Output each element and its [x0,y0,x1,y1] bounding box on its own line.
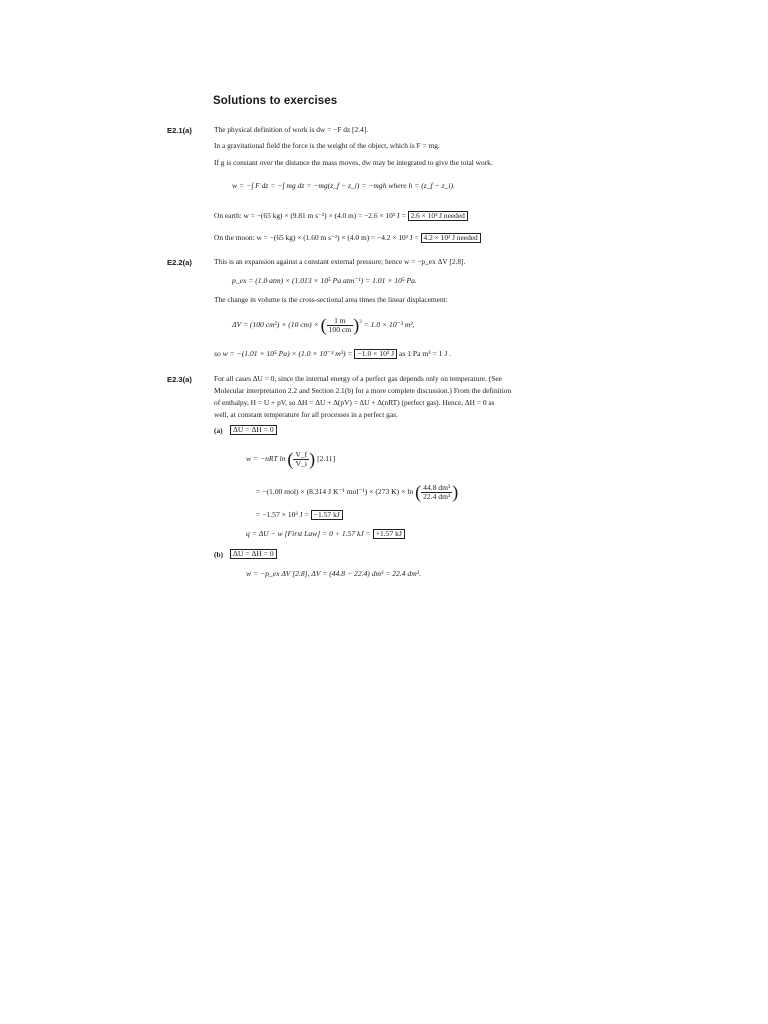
e22-line-1: This is an expansion against a constant external pressure; hence w = −p_ex ΔV [2.8]. [214,257,466,266]
e23-calc-den: 22.4 dm³ [423,491,451,501]
open-paren-glyph: ( [415,482,422,502]
e22-so-text: so w = −(1.01 × 10⁵ Pa) × (1.0 × 10⁻³ m³) = [214,349,353,358]
e23-q-text: q = ΔU − w [First Law] = 0 + 1.57 kJ = [246,529,371,538]
e23-para-1: For all cases ΔU = 0, since the internal energy of a perfect gas depends only on temperature. (See [214,374,502,383]
e23-w-num: V_f [295,449,308,459]
page-title: Solutions to exercises [213,95,338,107]
e21-line-1: The physical definition of work is dw = −F dz [2.4]. [214,125,369,134]
e23-result-box: −1.57 kJ [311,510,343,520]
e23-part-a-label: (a) [214,426,223,435]
e21-line-2: In a gravitational field the force is the weight of the object, which is F = mg. [214,141,440,150]
e23-part-b-label: (b) [214,550,224,559]
e22-answer-box: −1.0 × 10² J [354,349,397,359]
e22-dv-right: = 1.0 × 10⁻³ m³, [363,319,415,329]
e23-part-a-answer [230,425,277,435]
e22-so-tail: as 1 Pa m³ = 1 J . [398,349,452,358]
e23-part-b-answer [230,549,277,559]
e21-earth-text: On earth: w = −(65 kg) × (9.81 m s⁻²) × (4.0 m) = −2.6 × 10³ J = [214,211,406,220]
open-paren-glyph: ( [320,315,327,335]
e21-work-formula: w = −∫ F dz = −∫ mg dz = −mg(z_f − z_i) = −mgh where h = (z_f − z_i). [232,181,455,190]
e23-q-box: +1.57 kJ [373,529,405,539]
e23-calc-left: = −(1.00 mol) × (8.314 J K⁻¹ mol⁻¹) × (273 K) × ln [256,486,414,496]
e23-a-box: ΔU = ΔH = 0 [230,425,277,435]
e23-volume-fraction [293,451,309,467]
close-paren-glyph: ) [452,482,459,502]
close-paren-glyph: ) [309,449,316,469]
e22-volume-eq: ΔV = (100 cm²) × (10 cm) × ( $\frac{1 m}{100 cm}$ )$^3$ = 1.0 × 10⁻³ m³, [232,315,415,335]
e23-para-2: Molecular interpretation 2.2 and Section 2.1(b) for a more complete discussion.) From the definition [214,386,512,395]
e23-result-line [256,510,343,520]
e23-calc-fraction [421,484,452,500]
e21-moon-line [214,233,481,243]
open-paren-glyph: ( [287,449,294,469]
e22-line-2: The change in volume is the cross-sectional area times the linear displacement: [214,295,448,304]
e23-w-ref: [2.11] [317,453,336,463]
e23-para-4: well, at constant temperature for all processes in a perfect gas. [214,410,398,419]
e22-dv-left: ΔV = (100 cm²) × (10 cm) × [232,319,319,329]
e21-line-3: If g is constant over the distance the mass moves, dw may be integrated to give the total work. [214,158,493,167]
e21-earth-line [214,211,468,221]
e22-frac-den: 100 cm [328,324,352,334]
exercise-label-e21: E2.1(a) [167,126,192,135]
e22-unit-fraction [327,317,354,333]
e22-so-line [214,349,451,359]
e21-moon-answer-box: 4.2 × 10² J needed [421,233,481,243]
close-paren-glyph: ) [353,315,360,335]
e22-pressure-eq: p_ex = (1.0 atm) × (1.013 × 10⁵ Pa atm⁻¹) = 1.01 × 10⁵ Pa. [232,276,417,285]
e23-calc-num: 44.8 dm³ [423,482,451,492]
e23-work-eq [246,450,335,468]
e23-b-box: ΔU = ΔH = 0 [230,549,277,559]
e23-w-left: w = −nRT ln [246,453,286,463]
e21-earth-answer-box: 2.6 × 10³ J needed [408,211,468,221]
e22-frac-num: 1 m [327,317,354,326]
e23-result-text: = −1.57 × 10³ J = [256,510,309,519]
e23-calc-eq [256,483,458,501]
e23-para-3: of enthalpy, H = U + pV, so ΔH = ΔU + Δ(pV) = ΔU + Δ(nRT) (perfect gas). Hence, ΔH = 0 as [214,398,495,407]
e23-heat-line [246,529,405,539]
exercise-label-e23: E2.3(a) [167,375,192,384]
e21-moon-text: On the moon: w = −(65 kg) × (1.60 m s⁻²) × (4.0 m) = −4.2 × 10² J = [214,233,419,242]
e23-part-b-work: w = −p_ex ΔV [2.8], ΔV = (44.8 − 22.4) dm³ = 22.4 dm³. [246,569,421,578]
exercise-label-e22: E2.2(a) [167,258,192,267]
e23-w-den: V_i [295,458,307,468]
